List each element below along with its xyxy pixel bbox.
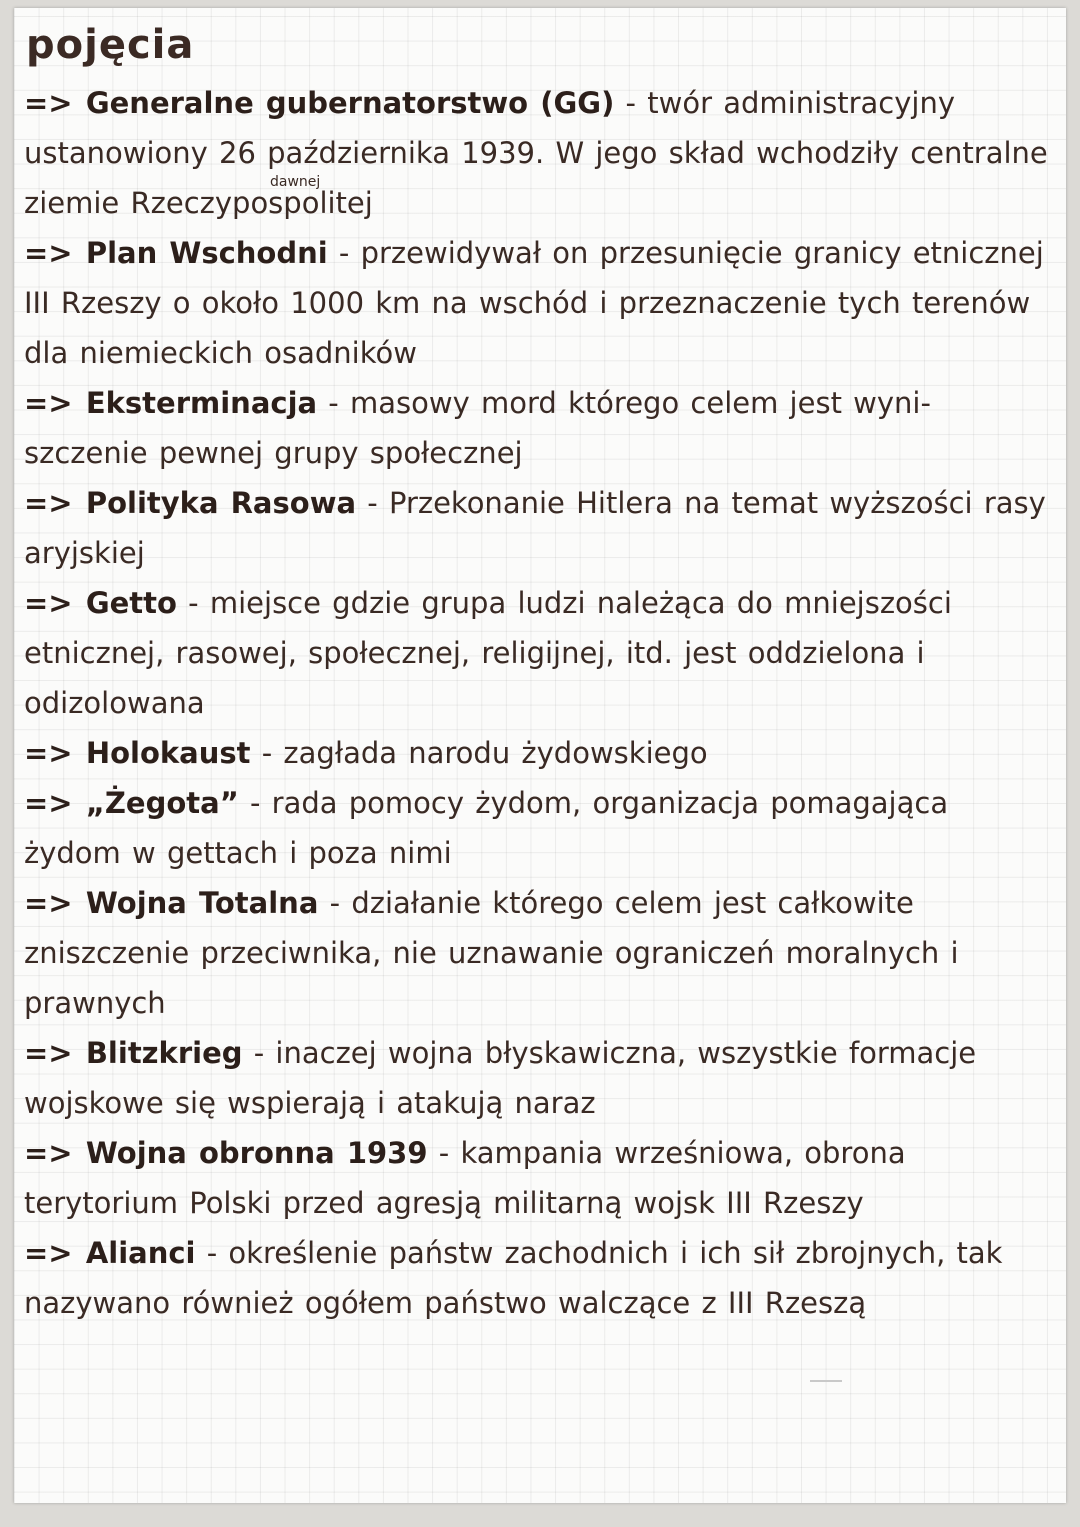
superscript-note: dawnej [270,174,321,190]
definition-entry [24,228,1054,378]
entry-term: Plan Wschodni [85,236,328,270]
arrow-icon: => [24,786,73,820]
entry-separator: - [318,886,352,920]
entry-definition: określenie państw zachodnich i ich sił zbrojnych, tak nazywano również ogółem państwo walczące z III Rzeszą [24,1236,1003,1320]
arrow-icon: => [24,86,73,120]
arrow-icon: => [24,886,73,920]
entry-separator: - [195,1236,229,1270]
entry-definition: Przekonanie Hitlera na temat wyższości rasy aryjskiej [24,486,1046,570]
definition-entry [24,1128,1054,1228]
entry-term: „Żegota” [85,786,239,820]
pencil-mark [810,1380,842,1382]
page-title: pojęcia [26,22,195,68]
entry-term: Wojna obronna 1939 [85,1136,428,1170]
entry-term: Polityka Rasowa [85,486,357,520]
definition-entry [24,578,1054,728]
entry-term: Getto [85,586,177,620]
entry-separator: - [242,1036,276,1070]
entry-separator: - [250,736,284,770]
entry-definition: masowy mord którego celem jest wyni-szczenie pewnej grupy społecznej [24,386,931,470]
entry-definition: zagłada narodu żydowskiego [283,736,708,770]
definition-entry [24,478,1054,578]
entry-definition: rada pomocy żydom, organizacja pomagająca żydom w gettach i poza nimi [24,786,949,870]
arrow-icon: => [24,1136,73,1170]
definition-entry [24,1228,1054,1328]
entry-separator: - [176,586,210,620]
entry-definition: kampania wrześniowa, obrona terytorium Polski przed agresją militarną wojsk III Rzeszy [24,1136,906,1220]
arrow-icon: => [24,236,73,270]
definition-entry [24,728,1054,778]
entry-definition: miejsce gdzie grupa ludzi należąca do mniejszości etnicznej, rasowej, społecznej, religijnej, itd. jest oddzielona i odizolowana [24,586,952,720]
entry-separator: - [614,86,648,120]
definition-entry [24,78,1054,228]
entry-term: Blitzkrieg [85,1036,243,1070]
arrow-icon: => [24,386,73,420]
entry-separator: - [427,1136,461,1170]
entry-term: Eksterminacja [85,386,318,420]
entry-term: Wojna Totalna [85,886,319,920]
entry-separator: - [317,386,350,420]
definition-entry [24,378,1054,478]
entry-definition: twór administracyjny ustanowiony 26 października 1939. W jego skład wchodziły centralne ziemie Rzeczypospolitej [24,86,1048,220]
entry-definition: inaczej wojna błyskawiczna, wszystkie formacje wojskowe się wspierają i atakują naraz [24,1036,977,1120]
entry-definition: działanie którego celem jest całkowite zniszczenie przeciwnika, nie uznawanie ograniczeń moralnych i prawnych [24,886,959,1020]
arrow-icon: => [24,486,73,520]
arrow-icon: => [24,1236,73,1270]
entry-definition: przewidywał on przesunięcie granicy etnicznej III Rzeszy o około 1000 km na wschód i przeznaczenie tych terenów dla niemieckich osadników [24,236,1044,370]
entry-separator: - [327,236,361,270]
arrow-icon: => [24,736,73,770]
entry-separator: - [238,786,272,820]
arrow-icon: => [24,1036,73,1070]
entry-term: Generalne gubernatorstwo (GG) [85,86,615,120]
definition-entry [24,878,1054,1028]
entry-term: Holokaust [85,736,251,770]
definitions-list [24,78,1054,1328]
entry-term: Alianci [85,1236,196,1270]
arrow-icon: => [24,586,73,620]
definition-entry [24,1028,1054,1128]
entry-separator: - [356,486,389,520]
definition-entry [24,778,1054,878]
